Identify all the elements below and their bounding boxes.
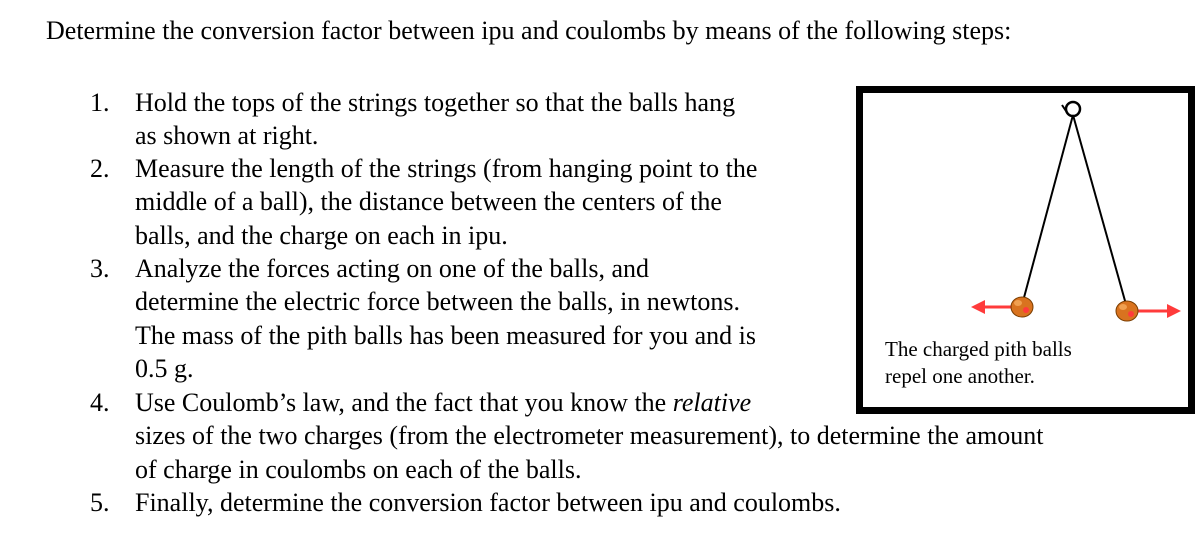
step-number: 5. bbox=[90, 488, 110, 517]
step-line: The mass of the pith balls has been measured for you and is bbox=[135, 320, 756, 350]
step-line: 0.5 g. bbox=[135, 353, 194, 383]
step-line: balls, and the charge on each in ipu. bbox=[135, 220, 508, 250]
right-pith-ball bbox=[1116, 301, 1138, 321]
step-number: 3. bbox=[90, 254, 110, 283]
step-line: Analyze the forces acting on one of the balls, and bbox=[135, 254, 650, 283]
step-line: Measure the length of the strings (from hanging point to the bbox=[135, 154, 758, 183]
right-force-arrow-icon bbox=[1135, 304, 1181, 318]
hanging-ring-icon bbox=[1062, 102, 1080, 116]
right-string bbox=[1073, 115, 1127, 308]
emphasis-relative: relative bbox=[672, 388, 752, 417]
step-line: of charge in coulombs on each of the balls. bbox=[135, 454, 582, 484]
step-line: Finally, determine the conversion factor between ipu and coulombs. bbox=[135, 488, 841, 517]
step-line: determine the electric force between the balls, in newtons. bbox=[135, 287, 740, 317]
left-pith-ball bbox=[1011, 297, 1033, 317]
caption-line: repel one another. bbox=[885, 364, 1035, 388]
intro-text: Determine the conversion factor between ipu and coulombs by means of the following steps: bbox=[46, 16, 1012, 45]
left-string bbox=[1022, 115, 1073, 305]
step-line: middle of a ball), the distance between the centers of the bbox=[135, 187, 722, 217]
step-number: 4. bbox=[90, 388, 110, 417]
step-line-text: Use Coulomb’s law, and the fact that you know the bbox=[135, 388, 673, 417]
step-line: sizes of the two charges (from the electrometer measurement), to determine the amount bbox=[135, 421, 1044, 451]
step-number: 1. bbox=[90, 88, 110, 117]
step-number: 2. bbox=[90, 154, 110, 183]
step-line: Hold the tops of the strings together so that the balls hang bbox=[135, 88, 736, 117]
left-force-arrow-icon bbox=[971, 300, 1013, 314]
step-line: as shown at right. bbox=[135, 121, 319, 151]
figure-caption bbox=[885, 336, 1072, 390]
pith-ball-figure bbox=[856, 86, 1195, 414]
caption-line: The charged pith balls bbox=[885, 337, 1072, 361]
